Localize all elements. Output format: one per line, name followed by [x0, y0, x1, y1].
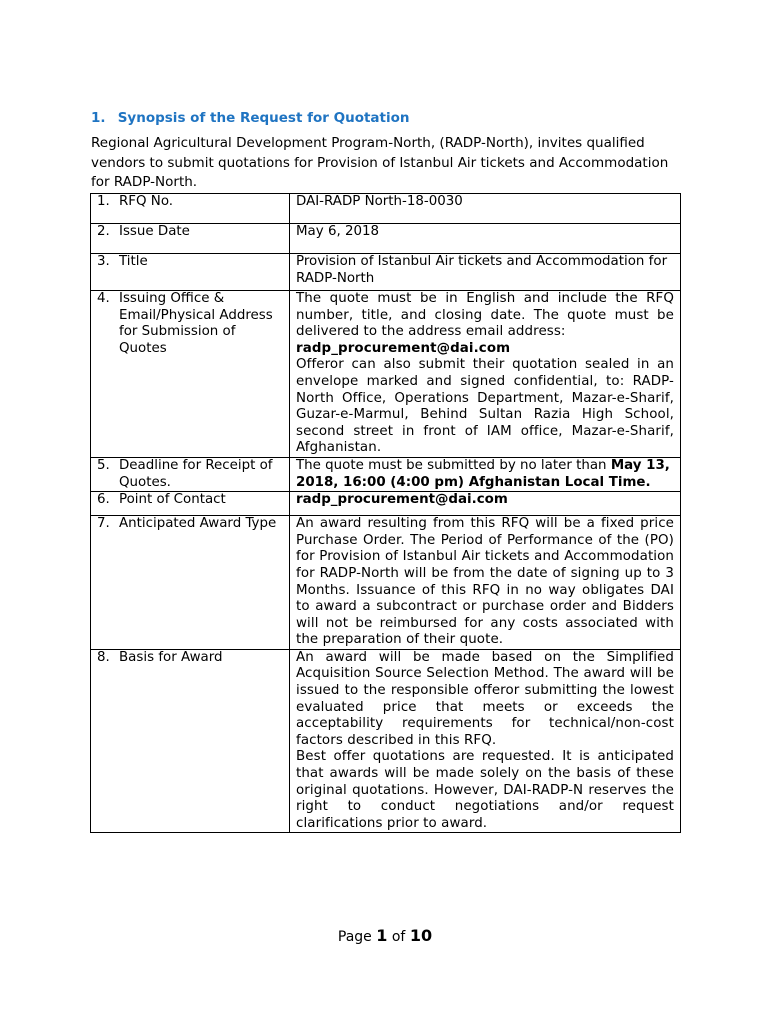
row-number: 6. [97, 492, 110, 508]
page-word: Page [337, 929, 372, 945]
row-label-cell [91, 457, 290, 491]
row-number: 7. [97, 516, 110, 532]
rfq-number-value: DAI-RADP North-18-0030 [290, 194, 681, 224]
row-number: 2. [97, 224, 110, 239]
basis-for-award-text: An award will be made based on the Simplified Acquisition Source Selection Method. The award will be issued to the responsible offeror submitting the lowest evaluated price that meets or exceeds the acceptability requirements for technical/non-cost factors described in this RFQ. [296, 649, 674, 748]
deadline-value [290, 457, 681, 491]
row-label: Anticipated Award Type [119, 516, 277, 532]
table-row [91, 194, 681, 224]
table-row [91, 649, 681, 833]
section-number: 1. [91, 110, 106, 126]
of-word: of [391, 929, 406, 945]
row-label-cell [91, 254, 290, 291]
table-row [91, 492, 681, 516]
title-value: Provision of Istanbul Air tickets and Accommodation for RADP-North [290, 254, 681, 291]
row-label: Issuing Office & Email/Physical Address for Submission of Quotes [119, 291, 273, 356]
row-number: 5. [97, 457, 110, 473]
physical-address-text: Offeror can also submit their quotation sealed in an envelope marked and signed confidential, to: RADP-North Office, Operations Department, Mazar-e-Sharif, Guzar-e-Marmul, Behind Sultan Razia High School, second street in front of IAM office, Mazar-e-Sharif, Afghanistan. [296, 357, 674, 456]
row-label: Point of Contact [119, 492, 226, 508]
row-label-cell [91, 224, 290, 254]
table-row [91, 224, 681, 254]
row-label-cell [91, 194, 290, 224]
row-label-cell [91, 291, 290, 458]
row-label: Deadline for Receipt of Quotes. [119, 457, 273, 490]
basis-for-award-value [290, 649, 681, 833]
table-row [91, 291, 681, 458]
best-offer-text: Best offer quotations are requested. It is anticipated that awards will be made solely on the basis of these original quotations. However, DAI-RADP-N reserves the right to conduct negotiations and/or request clarifications prior to award. [296, 749, 674, 831]
total-page-count: 10 [409, 926, 433, 945]
deadline-text: The quote must be submitted by no later than [296, 457, 611, 473]
row-number: 3. [97, 254, 110, 269]
issuing-office-value [290, 291, 681, 458]
award-type-value: An award resulting from this RFQ will be a fixed price Purchase Order. The Period of Performance of the (PO) for Provision of Istanbul Air tickets and Accommodation for RADP-North will be from the date of signing up to 3 Months. Issuance of this RFQ in no way obligates DAI to award a subcontract or purchase order and Bidders will not be reimbursed for any costs associated with the preparation of their quote. [290, 516, 681, 650]
issuing-office-text: The quote must be in English and include the RFQ number, title, and closing date. The quote must be delivered to the address email address: [296, 291, 674, 340]
table-row [91, 254, 681, 291]
table-row [91, 516, 681, 650]
row-label: RFQ No. [119, 194, 174, 209]
procurement-email: radp_procurement@dai.com [296, 340, 511, 356]
point-of-contact-value: radp_procurement@dai.com [290, 492, 681, 516]
row-label-cell [91, 492, 290, 516]
deadline-date: May 13, 2018, 16:00 (4:00 pm) Afghanistan Local Time. [296, 457, 670, 490]
intro-paragraph: Regional Agricultural Development Program-North, (RADP-North), invites qualified vendors to submit quotations for Provision of Istanbul Air tickets and Accommodation for RADP-North. [91, 135, 669, 190]
row-label: Issue Date [119, 224, 190, 239]
section-title: Synopsis of the Request for Quotation [117, 110, 410, 126]
issue-date-value: May 6, 2018 [290, 224, 681, 254]
row-label: Title [119, 254, 148, 269]
table-row [91, 457, 681, 491]
rfq-table [90, 193, 681, 833]
current-page-number: 1 [376, 926, 388, 945]
row-label-cell [91, 649, 290, 833]
row-number: 4. [97, 291, 110, 306]
page-footer [0, 926, 770, 945]
row-label-cell [91, 516, 290, 650]
row-label: Basis for Award [119, 649, 223, 665]
row-number: 1. [97, 194, 110, 209]
section-heading [91, 110, 410, 126]
row-number: 8. [97, 649, 110, 665]
